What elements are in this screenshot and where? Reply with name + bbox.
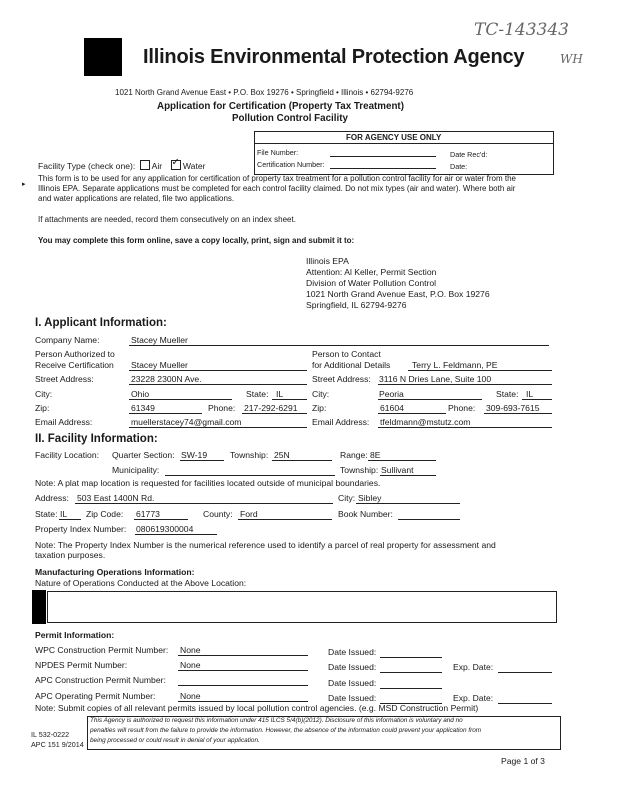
redacted-logo — [84, 38, 122, 76]
mfg-label: Nature of Operations Conducted at the Above Location: — [35, 578, 247, 588]
pin-note-2: taxation purposes. — [35, 550, 106, 560]
water-checkbox[interactable] — [171, 157, 181, 170]
phone2-label: Phone: — [448, 403, 476, 413]
email2-label: Email Address: — [312, 417, 370, 427]
date-label: Date: — [450, 162, 468, 171]
redaction-mark — [32, 590, 46, 624]
permit-label: NPDES Permit Number: — [35, 660, 128, 670]
address-label: Address: — [35, 493, 69, 503]
permit-date-label: Date Issued: — [328, 647, 377, 657]
state2-value[interactable]: IL — [526, 389, 534, 399]
email-value[interactable]: muellerstacey74@gmail.com — [131, 417, 242, 427]
city2-value[interactable]: Peoria — [379, 389, 404, 399]
permit-note: Note: Submit copies of all relevant permits issued by local pollution control agencies. (e.g. MSD Construction Permit) — [35, 703, 479, 713]
mail-line: 1021 North Grand Avenue East, P.O. Box 19276 — [306, 289, 490, 299]
pin-value[interactable]: 080619300004 — [136, 524, 194, 534]
facility-city-label: City: — [338, 493, 356, 503]
file-number-label: File Number: — [257, 148, 299, 157]
street-label: Street Address: — [35, 374, 94, 384]
mfg-heading: Manufacturing Operations Information: — [35, 567, 195, 577]
auth-label-2: Receive Certification — [35, 360, 114, 370]
mail-line: Division of Water Pollution Control — [306, 278, 437, 288]
township2-label: Township: — [340, 465, 379, 475]
permit-exp-label: Exp. Date: — [453, 693, 494, 703]
online-note: You may complete this form online, save a copy locally, print, sign and submit it to: — [38, 236, 355, 245]
book-label: Book Number: — [338, 509, 393, 519]
company-value[interactable]: Stacey Mueller — [131, 335, 188, 345]
street-value[interactable]: 23228 2300N Ave. — [131, 374, 202, 384]
location-label: Facility Location: — [35, 450, 100, 460]
contact-label-2: for Additional Details — [312, 360, 391, 370]
permit-date-label: Date Issued: — [328, 662, 377, 672]
auth-label-1: Person Authorized to — [35, 349, 115, 359]
state-value[interactable]: IL — [276, 389, 284, 399]
municipality-label: Municipality: — [112, 465, 160, 475]
phone-label: Phone: — [208, 403, 236, 413]
check-mark-icon: ✓ — [171, 157, 180, 168]
range-value[interactable]: 8E — [370, 450, 381, 460]
permit-date-label: Date Issued: — [328, 693, 377, 703]
mail-line: Illinois EPA — [306, 256, 349, 266]
facility-type-label: Facility Type (check one): — [38, 161, 136, 171]
plat-note: Note: A plat map location is requested for facilities located outside of municipal boundaries. — [35, 478, 381, 488]
facility-zip-label: Zip Code: — [86, 509, 124, 519]
auth-value[interactable]: Stacey Mueller — [131, 360, 188, 370]
disclaimer-line-2: penalties will result from the failure to provide the information. However, the absence of the information could prevent your application from — [90, 727, 482, 734]
township-value[interactable]: 25N — [274, 450, 290, 460]
city-value[interactable]: Ohio — [131, 389, 150, 399]
zip-value[interactable]: 61349 — [131, 403, 155, 413]
agency-title: Illinois Environmental Protection Agency — [143, 46, 525, 68]
county-label: County: — [203, 509, 233, 519]
city-label: City: — [35, 389, 53, 399]
quarter-label: Quarter Section: — [112, 450, 175, 460]
mail-line: Springfield, IL 62794-9276 — [306, 300, 407, 310]
permit-value[interactable]: None — [180, 691, 201, 701]
form-title: Application for Certification (Property Tax Treatment) — [157, 101, 404, 112]
handwritten-initials: WH — [560, 52, 583, 66]
handwritten-reference: TC-143343 — [474, 20, 569, 40]
disclaimer-line-3: being processed or could result in denial of your application. — [90, 737, 260, 744]
permit-value[interactable]: None — [180, 660, 201, 670]
form-subtitle: Pollution Control Facility — [232, 113, 348, 124]
mail-to-address — [306, 256, 490, 311]
quarter-value[interactable]: SW-19 — [181, 450, 208, 460]
phone2-value[interactable]: 309-693-7615 — [486, 403, 540, 413]
agency-use-title: FOR AGENCY USE ONLY — [346, 133, 442, 142]
mail-line: Attention: Al Keller, Permit Section — [306, 267, 437, 277]
township2-value[interactable]: Sullivant — [381, 465, 414, 475]
permit-label: APC Operating Permit Number: — [35, 691, 156, 701]
permit-label: WPC Construction Permit Number: — [35, 645, 169, 655]
intro-line-3: and water applications are related, file two applications. — [38, 194, 235, 203]
permit-value[interactable]: None — [180, 645, 201, 655]
street2-label: Street Address: — [312, 374, 371, 384]
address-value[interactable]: 503 East 1400N Rd. — [77, 493, 155, 503]
disclaimer-line-1: This Agency is authorized to request this information under 415 ILCS 5/4(b)(2012). Disclosure of this information is voluntary and no — [90, 717, 463, 724]
state2-label: State: — [496, 389, 519, 399]
contact-value[interactable]: Terry L. Feldmann, PE — [412, 360, 498, 370]
permit-heading: Permit Information: — [35, 630, 115, 640]
facility-zip-value[interactable]: 61773 — [136, 509, 160, 519]
county-value[interactable]: Ford — [240, 509, 258, 519]
email-label: Email Address: — [35, 417, 93, 427]
form-id-2: APC 151 9/2014 — [31, 740, 84, 749]
attachments-note: If attachments are needed, record them consecutively on an index sheet. — [38, 215, 296, 224]
page-number: Page 1 of 3 — [501, 756, 545, 766]
zip2-label: Zip: — [312, 403, 327, 413]
section-2-heading: II. Facility Information: — [35, 433, 158, 445]
air-checkbox[interactable] — [140, 160, 150, 170]
permit-date-label: Date Issued: — [328, 678, 377, 688]
phone-value[interactable]: 217-292-6291 — [244, 403, 298, 413]
company-label: Company Name: — [35, 335, 100, 345]
permit-label: APC Construction Permit Number: — [35, 675, 166, 685]
pin-note-1: Note: The Property Index Number is the numerical reference used to identify a parcel of real property for assessment and — [35, 540, 496, 550]
date-recd-label: Date Rec'd: — [450, 150, 488, 159]
township-label: Township: — [230, 450, 269, 460]
facility-city-value[interactable]: Sibley — [358, 493, 382, 503]
facility-state-label: State: — [35, 509, 58, 519]
permit-exp-label: Exp. Date: — [453, 662, 494, 672]
agency-address: 1021 North Grand Avenue East • P.O. Box 19276 • Springfield • Illinois • 62794-9276 — [115, 88, 414, 97]
bullet-icon: ▸ — [22, 179, 26, 188]
cert-number-label: Certification Number: — [257, 160, 325, 169]
facility-type-row — [38, 157, 206, 171]
email2-value[interactable]: tfeldmann@mstutz.com — [380, 417, 471, 427]
state-label: State: — [246, 389, 269, 399]
street2-value[interactable]: 3116 N Dries Lane, Suite 100 — [379, 374, 492, 384]
zip-label: Zip: — [35, 403, 50, 413]
water-label: Water — [182, 161, 206, 171]
form-id-1: IL 532-0222 — [31, 730, 70, 739]
operations-text-box[interactable] — [47, 591, 557, 623]
intro-line-1: This form is to be used for any application for certification of property tax treatment for a pollution control facility for air or water from the — [38, 174, 516, 183]
section-1-heading: I. Applicant Information: — [35, 317, 167, 329]
contact-label-1: Person to Contact — [312, 349, 381, 359]
city2-label: City: — [312, 389, 330, 399]
facility-state-value[interactable]: IL — [60, 509, 68, 519]
range-label: Range: — [340, 450, 368, 460]
air-label: Air — [151, 161, 163, 171]
zip2-value[interactable]: 61604 — [380, 403, 404, 413]
pin-label: Property Index Number: — [35, 524, 127, 534]
intro-line-2: Illinois EPA. Separate applications must be completed for each control facility claimed. Do not mix types (air and water). Where both air — [38, 184, 516, 193]
